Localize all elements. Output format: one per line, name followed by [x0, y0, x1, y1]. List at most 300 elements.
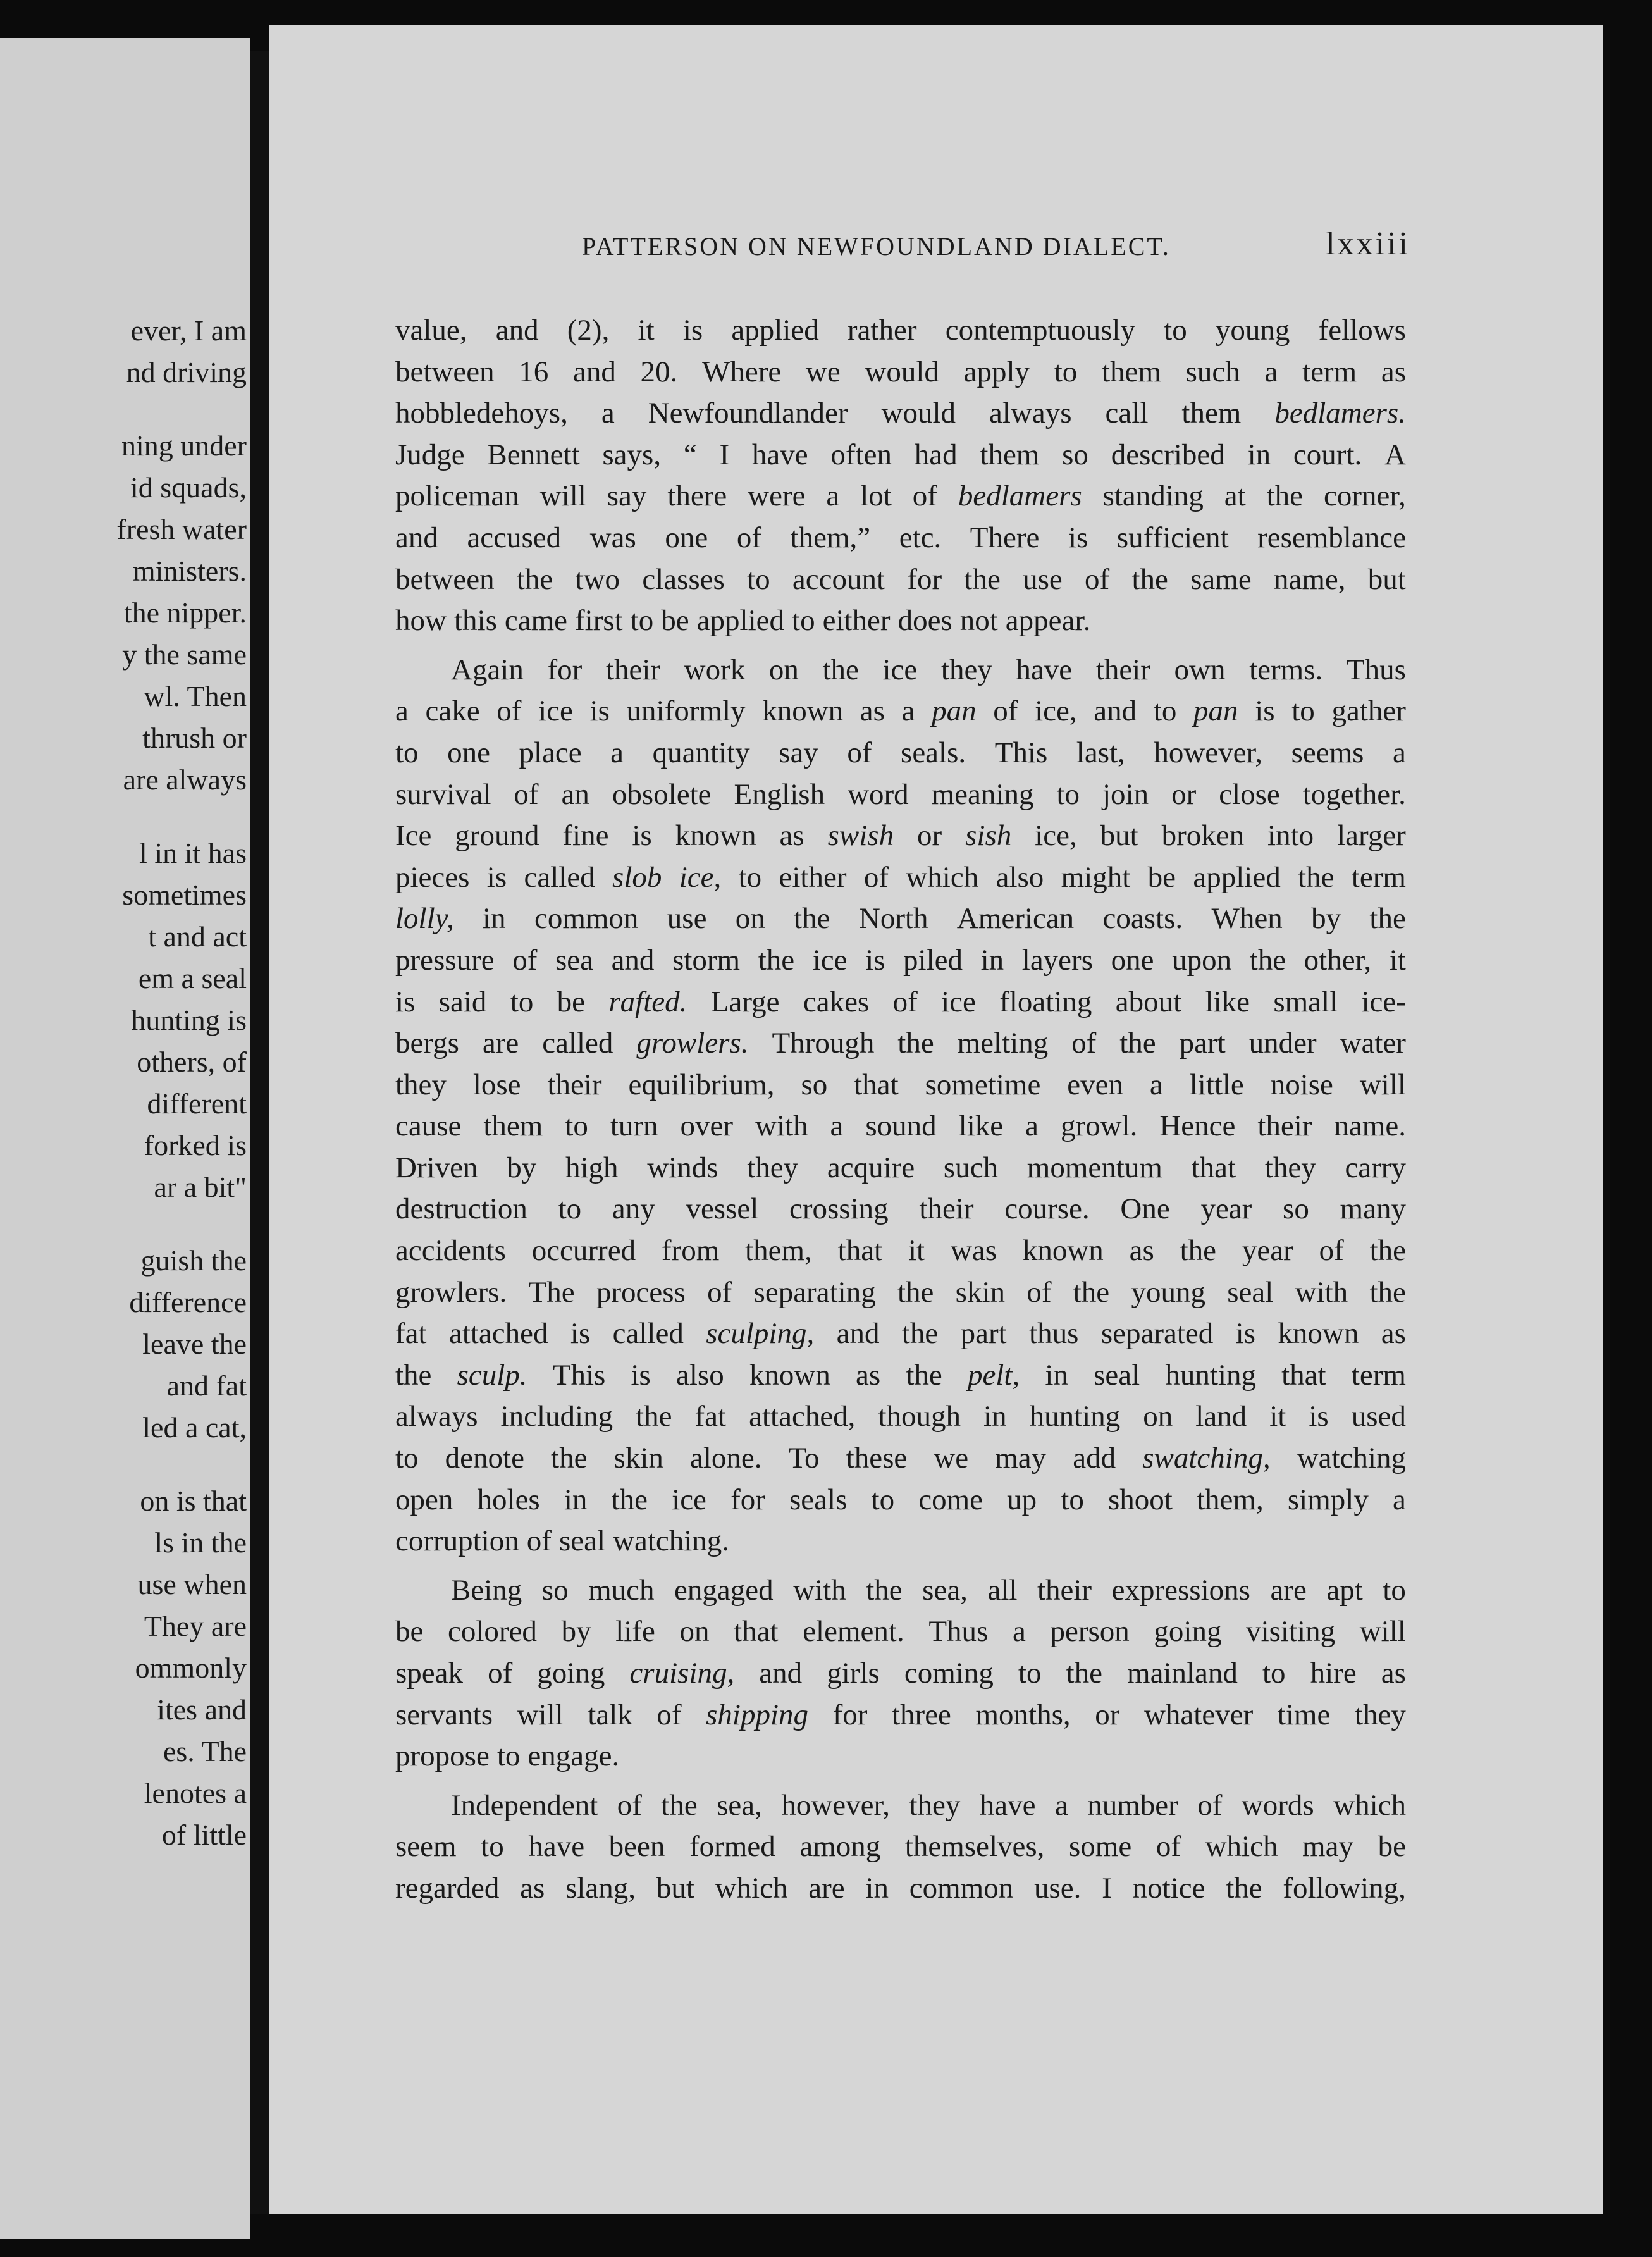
word: sea, [922, 1573, 968, 1607]
word: ice, [1035, 819, 1077, 853]
word: some [1069, 1830, 1132, 1864]
word: occurred [531, 1234, 636, 1268]
word: the [822, 653, 859, 686]
text-line [395, 1065, 1406, 1106]
word: of [1197, 1788, 1223, 1822]
word: ice [538, 695, 573, 728]
word: this [453, 604, 497, 638]
word: in [865, 1871, 889, 1905]
word: is [682, 314, 703, 347]
word: seems [1291, 736, 1364, 769]
left-page-line: use when [137, 1568, 247, 1600]
word: that [854, 1068, 899, 1101]
word: When [1211, 902, 1283, 936]
word: own [1174, 653, 1226, 686]
word: to [496, 1740, 521, 1773]
word: person [1050, 1615, 1130, 1648]
word: three [891, 1698, 951, 1731]
word: either [822, 604, 891, 638]
left-page-line: led a cat, [142, 1411, 247, 1444]
word: broken [1161, 819, 1245, 853]
word: To [788, 1442, 820, 1475]
word: known [675, 819, 756, 853]
text-line [395, 1438, 1406, 1480]
word: as [1129, 1234, 1154, 1268]
word: engage. [527, 1740, 620, 1773]
left-page-line: fresh water [116, 513, 247, 545]
word: floating [999, 985, 1092, 1018]
word: the [1066, 1657, 1102, 1690]
word: their [1037, 1573, 1092, 1607]
word: sea, [717, 1788, 762, 1822]
word: two [575, 562, 620, 596]
word: were [748, 479, 806, 513]
word: rather [847, 314, 917, 347]
word: common [909, 1871, 1014, 1905]
word: The [528, 1275, 575, 1309]
word: ice- [1361, 985, 1406, 1018]
word: Where [701, 355, 782, 388]
word: I [1102, 1871, 1112, 1905]
word: to [565, 1110, 588, 1143]
word: add [1073, 1442, 1116, 1475]
italic-term: swish [827, 819, 894, 853]
word: them, [1197, 1483, 1264, 1516]
word: use [667, 902, 707, 936]
word: mainland [1127, 1657, 1238, 1690]
word: of [892, 985, 918, 1018]
text-line [395, 1230, 1406, 1272]
word: in [1247, 438, 1271, 471]
text-line [395, 815, 1406, 857]
word: are [482, 1027, 519, 1060]
left-page-line [0, 1208, 250, 1240]
word: is [589, 695, 610, 728]
word: any [612, 1192, 655, 1226]
word: as [860, 695, 885, 728]
word: which [1205, 1830, 1278, 1864]
word: last, [1076, 736, 1125, 769]
word: the [964, 562, 1001, 596]
word: will [1359, 1068, 1406, 1101]
word: separating [753, 1275, 876, 1309]
text-line [395, 1396, 1406, 1438]
word: them [1181, 397, 1242, 430]
word: between [395, 562, 495, 596]
word: a [395, 695, 409, 728]
running-head: PATTERSON ON NEWFOUNDLAND DIALECT. [582, 232, 1171, 261]
word: cakes [803, 985, 870, 1018]
word: always [989, 397, 1072, 430]
word: it [1269, 1400, 1286, 1433]
word: close [1219, 777, 1280, 811]
word: would [881, 397, 956, 430]
word: of [488, 1657, 513, 1690]
word: melting [957, 1027, 1049, 1060]
word: number [1087, 1788, 1178, 1822]
word: these [846, 1442, 908, 1475]
word: ice, [1035, 695, 1077, 728]
left-page-line: thrush or [142, 722, 247, 754]
word: or [917, 819, 942, 853]
word: will [517, 1698, 564, 1731]
left-page-line: and fat [166, 1370, 247, 1402]
word: winds [647, 1151, 718, 1184]
word: such [943, 1151, 999, 1184]
word: the [611, 1483, 648, 1516]
word: skin [613, 1442, 663, 1475]
word: the [897, 1027, 934, 1060]
word: from [661, 1234, 720, 1268]
word: of [1156, 1830, 1181, 1864]
word: and [572, 355, 616, 388]
text-line [395, 774, 1406, 816]
word: the [906, 1358, 942, 1392]
word: was [950, 1234, 997, 1268]
word: the [1369, 902, 1406, 936]
word: of [863, 860, 889, 894]
left-page-line: nd driving [126, 356, 247, 388]
word: watching. [613, 1524, 730, 1558]
word: year [1242, 1234, 1293, 1268]
word: fellows [1318, 314, 1406, 347]
word: skin [955, 1275, 1006, 1309]
left-page-line: l in it has [139, 837, 247, 869]
word: This [552, 1358, 606, 1392]
word: one [665, 521, 708, 554]
word: coming [904, 1657, 994, 1690]
word: Through [772, 1027, 875, 1060]
word: the [1369, 1275, 1406, 1309]
left-page-line: others, of [137, 1046, 247, 1078]
word: hunting [1029, 1400, 1121, 1433]
word: noise [1270, 1068, 1333, 1101]
word: their [605, 653, 661, 686]
word: they [909, 1788, 961, 1822]
word: Again [451, 653, 524, 686]
word: common [534, 902, 639, 936]
word: engaged [674, 1573, 774, 1607]
word: cause [395, 1110, 462, 1143]
word: that [1281, 1358, 1326, 1392]
word: either [779, 860, 847, 894]
word: them [483, 1110, 543, 1143]
word: themselves, [904, 1830, 1045, 1864]
word: that [1191, 1151, 1236, 1184]
word: following, [1283, 1871, 1406, 1905]
word: American [956, 902, 1075, 936]
word: called [542, 1027, 613, 1060]
word: account [792, 562, 885, 596]
word: of [736, 521, 761, 554]
word: the [395, 1358, 432, 1392]
word: Large [710, 985, 780, 1018]
word: as [856, 1358, 881, 1392]
word: the [661, 1788, 698, 1822]
word: at [1224, 479, 1246, 513]
left-page-line: hunting is [131, 1004, 247, 1036]
word: watching [1297, 1442, 1406, 1475]
word: of [1026, 1275, 1052, 1309]
word: to [395, 1442, 419, 1475]
word: pieces [395, 860, 470, 894]
word: their [1257, 1110, 1312, 1143]
italic-term: sculping, [706, 1317, 815, 1351]
word: so [541, 1573, 569, 1607]
word: of [512, 943, 538, 977]
word: process [596, 1275, 686, 1309]
word: same [1190, 562, 1252, 596]
word: for [730, 1483, 765, 1516]
text-line [395, 435, 1406, 476]
text-line [395, 857, 1406, 899]
word: “ [683, 438, 697, 471]
left-page-line: on is that [140, 1485, 247, 1517]
word: term [1351, 1358, 1406, 1392]
text-line [395, 559, 1406, 601]
text-line [395, 1785, 1406, 1827]
italic-term: shipping [706, 1698, 809, 1731]
word: is [395, 985, 416, 1018]
word: policeman [395, 479, 519, 513]
word: the [866, 1573, 903, 1607]
word: a [826, 479, 840, 513]
word: they [1264, 1151, 1316, 1184]
word: denote [445, 1442, 524, 1475]
word: also [676, 1358, 724, 1392]
left-page-line [0, 393, 250, 425]
word: seals. [901, 736, 966, 769]
word: small [1273, 985, 1338, 1018]
word: have [528, 1830, 585, 1864]
word: seem [395, 1830, 457, 1864]
word: said [438, 985, 487, 1018]
word: and [836, 1317, 880, 1351]
word: are [1270, 1573, 1307, 1607]
word: be [1378, 1830, 1406, 1864]
word: bergs [395, 1027, 459, 1060]
text-line [395, 982, 1406, 1023]
word: the [1298, 860, 1335, 894]
text-line [395, 1653, 1406, 1695]
word: so [1283, 1192, 1309, 1226]
word: so [801, 1068, 828, 1101]
word: including [500, 1400, 613, 1433]
text-line [395, 352, 1406, 393]
word: is [570, 1317, 591, 1351]
word: the [1131, 562, 1168, 596]
word: in [483, 902, 506, 936]
word: layers [1021, 943, 1093, 977]
left-page-line: ar a bit" [154, 1171, 247, 1203]
word: propose [395, 1740, 490, 1773]
word: (2), [567, 314, 610, 347]
left-page-line: ites and [157, 1693, 247, 1726]
word: the [758, 943, 795, 977]
paragraph [395, 310, 1406, 642]
word: often [830, 438, 892, 471]
word: come [918, 1483, 983, 1516]
word: to [738, 860, 762, 894]
word: also [996, 860, 1044, 894]
word: Thus [928, 1615, 989, 1648]
word: other, [1304, 943, 1372, 977]
word: slang, [565, 1871, 636, 1905]
word: place [519, 736, 582, 769]
word: etc. [899, 521, 942, 554]
paragraph-gap [395, 642, 1406, 650]
word: hire [1310, 1657, 1357, 1690]
word: they [940, 653, 992, 686]
word: There [970, 521, 1040, 554]
word: corner, [1323, 479, 1406, 513]
word: on [1143, 1400, 1173, 1433]
word: seal [558, 1524, 606, 1558]
word: of [912, 479, 937, 513]
word: work [684, 653, 746, 686]
word: equilibrium, [628, 1068, 775, 1101]
word: as [520, 1871, 545, 1905]
word: high [565, 1151, 619, 1184]
word: like [958, 1110, 1004, 1143]
word: name. [1334, 1110, 1406, 1143]
word: contemptuously [945, 314, 1135, 347]
word: sea [555, 943, 593, 977]
word: destruction [395, 1192, 527, 1226]
word: a [1392, 1483, 1406, 1516]
left-page-line: guish the [140, 1244, 247, 1277]
word: Ice [395, 819, 432, 853]
word: on [768, 653, 799, 686]
word: accused [467, 521, 562, 554]
italic-term: lolly, [395, 902, 454, 936]
word: and [611, 943, 655, 977]
word: their [547, 1068, 602, 1101]
word: have [979, 1788, 1036, 1822]
word: pressure [395, 943, 495, 977]
word: a [1054, 1788, 1068, 1822]
word: fat [694, 1400, 727, 1433]
word: much [588, 1573, 655, 1607]
word: about [1115, 985, 1182, 1018]
word: servants [395, 1698, 493, 1731]
word: they [395, 1068, 447, 1101]
text-line [395, 600, 1406, 642]
word: English [734, 777, 825, 811]
word: This [994, 736, 1048, 769]
word: but [1100, 819, 1138, 853]
word: to [1056, 777, 1080, 811]
word: going [537, 1657, 605, 1690]
text-line [395, 1521, 1406, 1562]
word: A [1384, 438, 1406, 471]
word: is [1309, 1400, 1329, 1433]
word: not [959, 604, 998, 638]
word: of [617, 1788, 642, 1822]
word: join [1102, 777, 1149, 811]
word: an [561, 777, 589, 811]
word: talk [588, 1698, 632, 1731]
word: obsolete [612, 777, 712, 811]
word: the [1073, 1275, 1110, 1309]
italic-term: pan [1193, 695, 1238, 728]
word: there [667, 479, 727, 513]
word: many [1340, 1192, 1406, 1226]
word: them, [745, 1234, 812, 1268]
word: name, [1273, 562, 1346, 596]
left-page-line: y the same [122, 638, 247, 671]
word: say [779, 736, 818, 769]
word: to [1383, 1573, 1406, 1607]
word: which [1333, 1788, 1406, 1822]
word: Thus [1346, 653, 1406, 686]
left-page-line: es. The [163, 1735, 247, 1767]
left-page-line: different [147, 1087, 247, 1120]
word: it [638, 314, 655, 347]
left-page-line: forked is [144, 1129, 247, 1161]
text-line [395, 1826, 1406, 1868]
word: them,” [790, 521, 871, 554]
left-page-line: of little [161, 1819, 247, 1851]
italic-term: growlers. [636, 1027, 749, 1060]
word: to [1164, 314, 1187, 347]
left-page-line: ning under [121, 430, 247, 462]
word: simply [1287, 1483, 1369, 1516]
word: and [759, 1657, 803, 1690]
word: they [1354, 1698, 1406, 1731]
word: that [734, 1615, 779, 1648]
word: is [632, 819, 652, 853]
word: apt [1326, 1573, 1363, 1607]
word: 16 [519, 355, 549, 388]
text-line [395, 1611, 1406, 1653]
word: formed [689, 1830, 775, 1864]
text-line [395, 1106, 1406, 1147]
word: we [934, 1442, 969, 1475]
word: one [1111, 943, 1154, 977]
paragraph-gap [395, 1562, 1406, 1570]
word: the [1119, 1027, 1156, 1060]
word: on [735, 902, 765, 936]
word: in [1045, 1358, 1068, 1392]
word: and [495, 314, 539, 347]
word: the [1226, 1871, 1262, 1905]
left-page-line: ommonly [135, 1652, 247, 1684]
word: Driven [395, 1151, 478, 1184]
word: the [551, 1442, 588, 1475]
word: is [865, 943, 885, 977]
word: seal [1227, 1275, 1274, 1309]
word: say [607, 479, 647, 513]
word: a [1012, 1615, 1026, 1648]
word: described [1111, 438, 1225, 471]
word: meaning [931, 777, 1034, 811]
word: is [486, 860, 507, 894]
word: will [539, 479, 586, 513]
word: with [1295, 1275, 1348, 1309]
word: by [1311, 902, 1341, 936]
word: ice [882, 653, 918, 686]
word: the [794, 902, 830, 936]
word: will [1359, 1615, 1406, 1648]
word: of [1319, 1234, 1344, 1268]
word: of [496, 695, 522, 728]
word: applied [1193, 860, 1281, 894]
word: separated [1100, 1317, 1214, 1351]
word: course. [1004, 1192, 1090, 1226]
word: word [848, 777, 909, 811]
word: be [661, 604, 689, 638]
